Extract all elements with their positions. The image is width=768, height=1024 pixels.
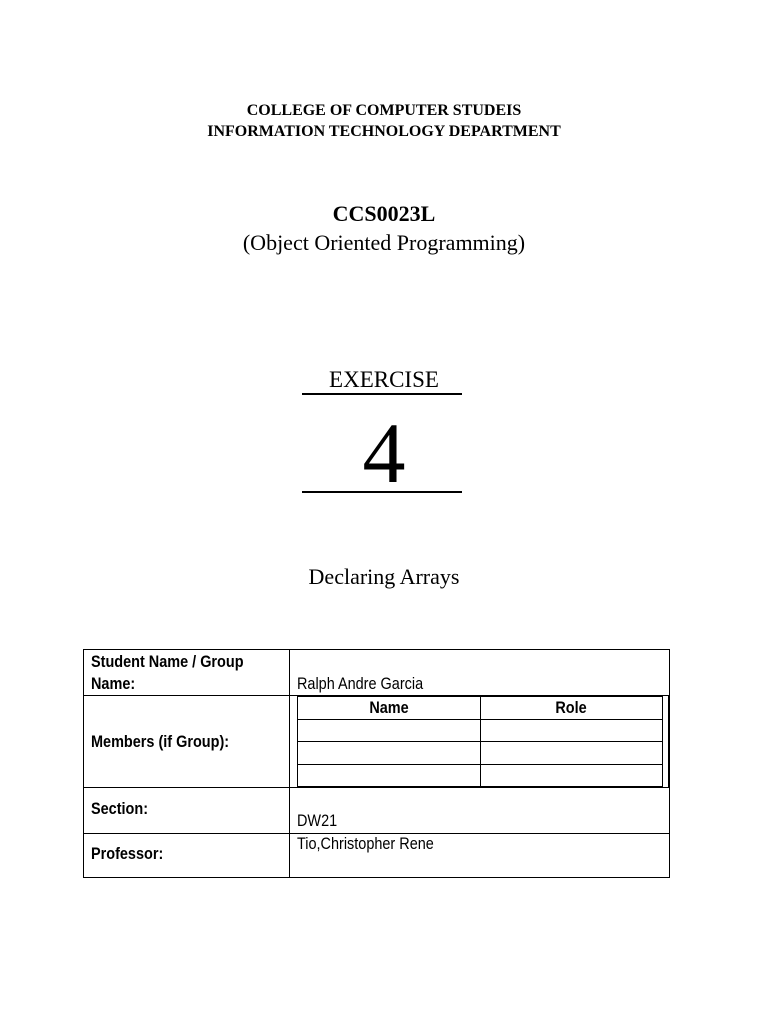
exercise-label: EXERCISE [329, 367, 439, 392]
student-info-table [83, 649, 670, 878]
members-role-header: Role [555, 698, 587, 717]
section-label: Section: [91, 799, 149, 818]
course-code: CCS0023L [332, 201, 436, 226]
exercise-rule-bottom [302, 491, 462, 493]
exercise-rule-top [302, 393, 462, 395]
student-name-label-line2: Name: [91, 674, 136, 693]
members-label: Members (if Group): [91, 732, 230, 751]
student-name-label-line1: Student Name / Group [91, 652, 244, 671]
members-right-border [668, 696, 669, 788]
members-row-divider [298, 719, 662, 720]
course-name: (Object Oriented Programming) [242, 230, 526, 255]
members-name-header: Name [369, 698, 409, 717]
exercise-title: Declaring Arrays [308, 564, 460, 589]
college-heading [0, 100, 768, 142]
members-row-divider [298, 764, 662, 765]
college-name: COLLEGE OF COMPUTER STUDEIS [246, 102, 522, 119]
exercise-number: 4 [362, 405, 406, 501]
members-row-divider [298, 741, 662, 742]
table-column-divider [289, 650, 290, 877]
professor-value: Tio,Christopher Rene [297, 834, 434, 853]
members-subtable [297, 696, 663, 788]
student-name-value: Ralph Andre Garcia [297, 674, 424, 693]
department-name: INFORMATION TECHNOLOGY DEPARTMENT [207, 123, 561, 140]
section-value: DW21 [297, 811, 338, 830]
professor-label: Professor: [91, 844, 164, 863]
